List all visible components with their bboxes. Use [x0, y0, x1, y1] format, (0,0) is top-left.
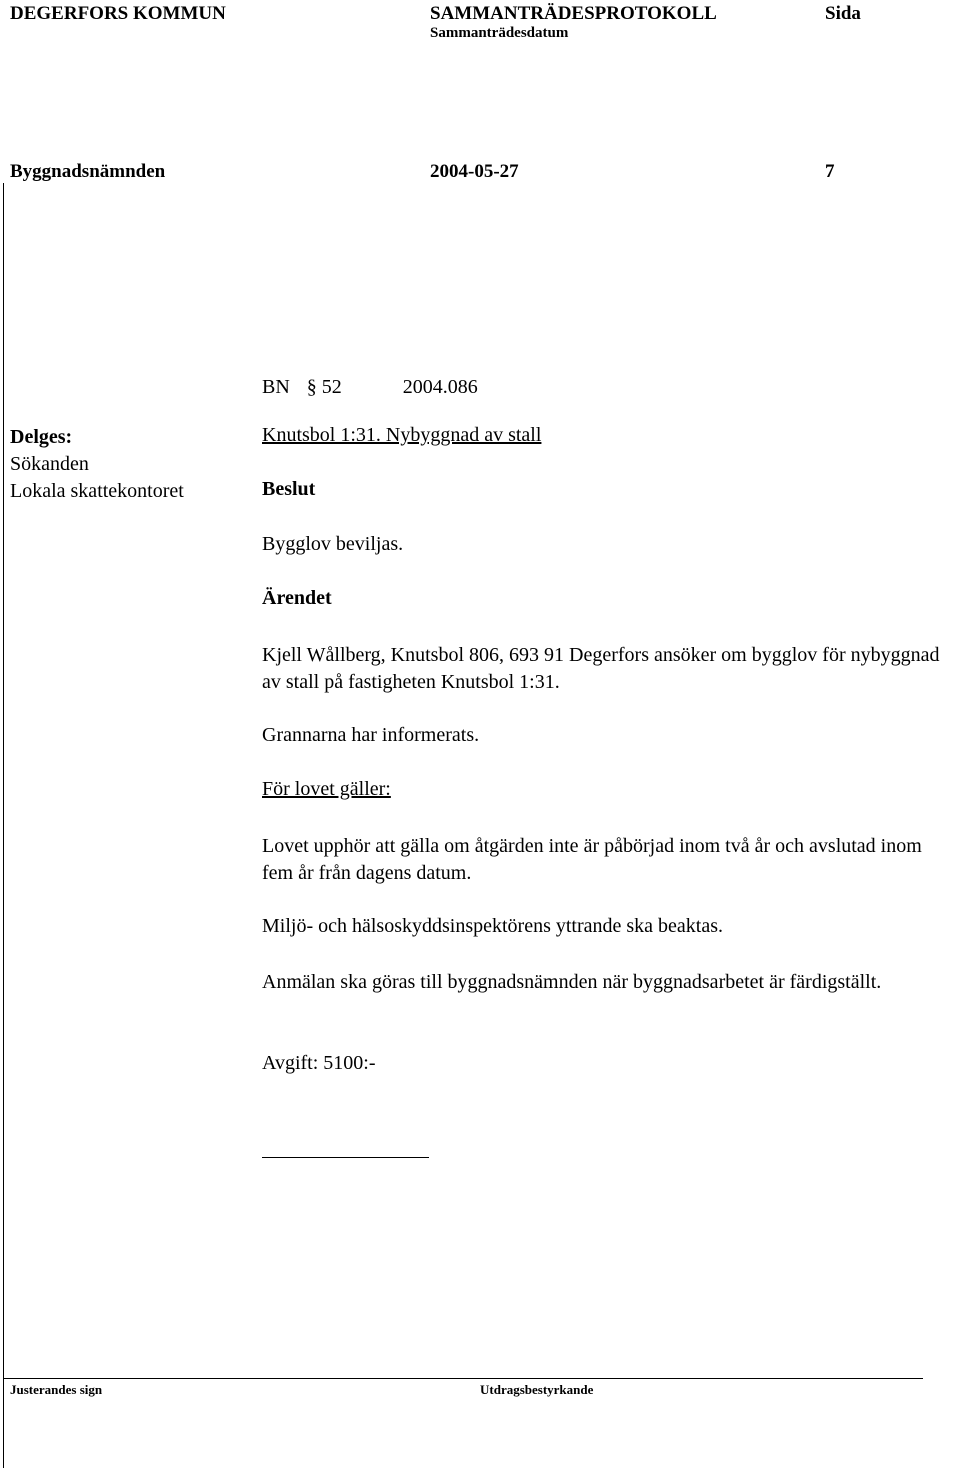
adjuster-sign-label: Justerandes sign [10, 1382, 103, 1397]
case-ref-number: 2004.086 [402, 376, 478, 398]
case-ref-bn: BN [262, 376, 290, 398]
distribution-block [10, 424, 184, 505]
page-number: 7 [825, 161, 835, 182]
decision-heading: Beslut [262, 478, 316, 500]
recipient-item: Sökanden [10, 453, 89, 475]
decision-text: Bygglov beviljas. [262, 533, 404, 555]
meeting-date: 2004-05-27 [430, 161, 519, 182]
condition-environment: Miljö- och hälsoskyddsinspektörens yttrande ska beaktas. [262, 915, 724, 937]
conditions-heading: För lovet gäller: [262, 778, 391, 800]
left-margin-rule [3, 183, 4, 1468]
distribution-title: Delges: [10, 426, 73, 448]
extract-certifier-label: Utdragsbestyrkande [480, 1382, 594, 1397]
committee-name: Byggnadsnämnden [10, 161, 166, 182]
matter-text: Kjell Wållberg, Knutsbol 806, 693 91 Degerfors ansöker om bygglov för nybyggnad av stall på fastigheten Knutsbol 1:31. [262, 644, 940, 693]
footer-rule [3, 1378, 923, 1379]
condition-notification: Anmälan ska göras till byggnadsnämnden när byggnadsarbetet är färdigställt. [262, 971, 882, 993]
page-label: Sida [825, 3, 861, 24]
signature-line [262, 1157, 429, 1158]
case-ref-paragraph: § 52 [306, 376, 342, 398]
meeting-date-label: Sammanträdesdatum [430, 25, 569, 41]
recipient-item: Lokala skattekontoret [10, 480, 184, 502]
neighbours-text: Grannarna har informerats. [262, 724, 480, 746]
matter-heading: Ärendet [262, 587, 332, 609]
fee: Avgift: 5100:- [262, 1052, 376, 1074]
condition-validity: Lovet upphör att gälla om åtgärden inte är påbörjad inom två år och avslutad inom fem år från dagens datum. [262, 835, 922, 884]
case-title: Knutsbol 1:31. Nybyggnad av stall [262, 424, 542, 446]
case-reference [262, 376, 478, 399]
organization-name: DEGERFORS KOMMUN [10, 3, 226, 24]
document-type: SAMMANTRÄDESPROTOKOLL [430, 3, 717, 24]
